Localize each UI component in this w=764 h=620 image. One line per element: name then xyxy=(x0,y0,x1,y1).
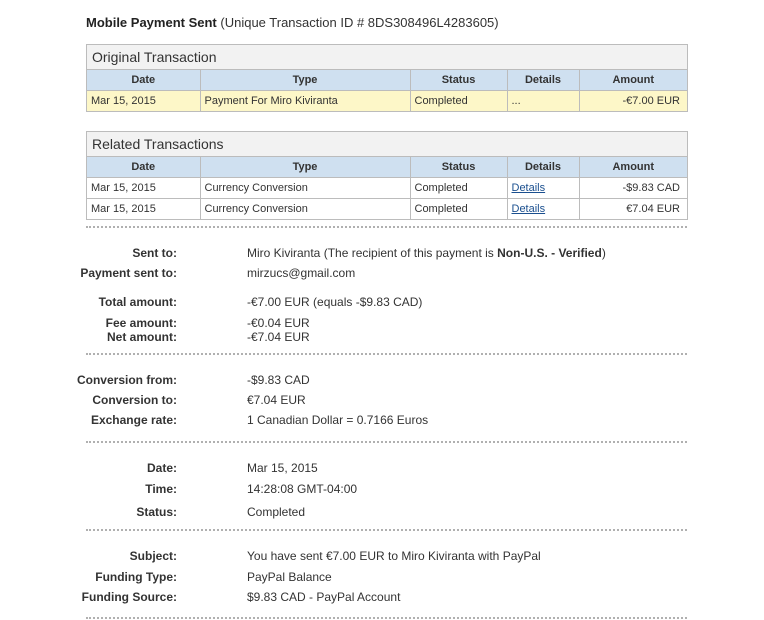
sent-to-label: Sent to: xyxy=(132,246,177,260)
payment-sent-to-row xyxy=(0,266,700,282)
table-row xyxy=(87,178,687,199)
section-divider xyxy=(86,441,687,443)
net-amount-row xyxy=(0,330,700,346)
row-amount: -$9.83 CAD xyxy=(579,178,687,199)
exchange-rate-label: Exchange rate: xyxy=(90,413,177,427)
details-link[interactable]: Details xyxy=(511,203,546,215)
related-transactions-body xyxy=(87,178,687,219)
section-divider xyxy=(86,353,687,355)
row-type: Currency Conversion xyxy=(200,178,410,199)
table-row xyxy=(87,199,687,220)
recipient-name: Miro Kiviranta xyxy=(247,246,321,260)
col-details: Details xyxy=(507,70,579,91)
net-amount-label: Net amount: xyxy=(107,330,177,344)
payment-sent-to-value: mirzucs@gmail.com xyxy=(247,266,356,280)
funding-source-value: $9.83 CAD - PayPal Account xyxy=(247,590,401,604)
section-divider xyxy=(86,529,687,531)
subject-value: You have sent €7.00 EUR to Miro Kiviranta with PayPal xyxy=(247,549,541,563)
related-transactions-heading: Related Transactions xyxy=(87,132,687,157)
col-details: Details xyxy=(507,157,579,178)
date-label: Date: xyxy=(146,461,177,475)
related-transactions-panel xyxy=(86,131,688,220)
funding-type-label: Funding Type: xyxy=(95,570,177,584)
col-type: Type xyxy=(200,70,410,91)
row-amount: -€7.00 EUR xyxy=(579,91,687,111)
unique-transaction-id: (Unique Transaction ID # 8DS308496L4283605) xyxy=(220,15,499,30)
date-value: Mar 15, 2015 xyxy=(247,461,318,475)
subject-label: Subject: xyxy=(129,549,177,563)
conversion-to-row xyxy=(0,393,700,409)
row-status: Completed xyxy=(410,178,507,199)
original-transaction-table xyxy=(87,70,687,91)
table-header-row xyxy=(87,70,687,91)
status-label: Status: xyxy=(136,505,177,519)
col-date: Date xyxy=(87,70,200,91)
row-status: Completed xyxy=(410,91,507,111)
time-value: 14:28:08 GMT-04:00 xyxy=(247,482,358,496)
funding-source-row xyxy=(0,590,700,606)
conversion-to-label: Conversion to: xyxy=(92,393,177,407)
row-date: Mar 15, 2015 xyxy=(87,199,200,220)
funding-source-label: Funding Source: xyxy=(81,590,177,604)
sent-to-row xyxy=(0,246,700,262)
net-amount-value: -€7.04 EUR xyxy=(247,330,310,344)
row-type: Currency Conversion xyxy=(200,199,410,220)
row-date: Mar 15, 2015 xyxy=(91,182,156,194)
fee-amount-value: -€0.04 EUR xyxy=(247,316,310,330)
original-transaction-heading: Original Transaction xyxy=(87,45,687,70)
row-details xyxy=(507,199,579,220)
original-transaction-panel xyxy=(86,44,688,112)
conversion-from-value: -$9.83 CAD xyxy=(247,373,310,387)
total-amount-row xyxy=(0,295,700,311)
recipient-prefix: (The recipient of this payment is xyxy=(323,246,494,260)
status-value: Completed xyxy=(247,505,306,519)
sent-to-value xyxy=(247,246,606,260)
original-transaction-body xyxy=(87,91,687,111)
row-details xyxy=(507,178,579,199)
col-status: Status xyxy=(410,157,507,178)
exchange-rate-value: 1 Canadian Dollar = 0.7166 Euros xyxy=(247,413,429,427)
conversion-from-label: Conversion from: xyxy=(76,373,177,387)
section-divider xyxy=(86,226,687,228)
row-date: Mar 15, 2015 xyxy=(87,91,200,111)
row-details: ... xyxy=(507,91,579,111)
row-type: Payment For Miro Kiviranta xyxy=(200,91,410,111)
row-status: Completed xyxy=(410,199,507,220)
conversion-from-row xyxy=(0,373,700,389)
table-row xyxy=(87,91,687,111)
table-header-row xyxy=(87,157,687,178)
total-amount-label: Total amount: xyxy=(98,295,177,309)
status-row xyxy=(0,505,700,521)
conversion-to-value: €7.04 EUR xyxy=(247,393,306,407)
time-row xyxy=(0,482,700,498)
page-title xyxy=(86,15,499,30)
col-amount: Amount xyxy=(579,157,687,178)
funding-type-value: PayPal Balance xyxy=(247,570,332,584)
row-amount: €7.04 EUR xyxy=(579,199,687,220)
col-status: Status xyxy=(410,70,507,91)
details-link[interactable]: Details xyxy=(511,182,546,194)
date-row xyxy=(0,461,700,477)
time-label: Time: xyxy=(145,482,177,496)
col-date: Date xyxy=(87,157,200,178)
recipient-status: Non-U.S. - Verified xyxy=(497,246,602,260)
funding-type-row xyxy=(0,570,700,586)
section-divider xyxy=(86,617,687,619)
transaction-title: Mobile Payment Sent xyxy=(86,15,217,30)
fee-amount-label: Fee amount: xyxy=(105,316,177,330)
col-amount: Amount xyxy=(579,70,687,91)
exchange-rate-row xyxy=(0,413,700,429)
related-transactions-table xyxy=(87,157,687,178)
recipient-suffix: ) xyxy=(601,246,606,260)
col-type: Type xyxy=(200,157,410,178)
payment-sent-to-label: Payment sent to: xyxy=(80,266,177,280)
total-amount-value: -€7.00 EUR (equals -$9.83 CAD) xyxy=(247,295,423,309)
subject-row xyxy=(0,549,700,565)
